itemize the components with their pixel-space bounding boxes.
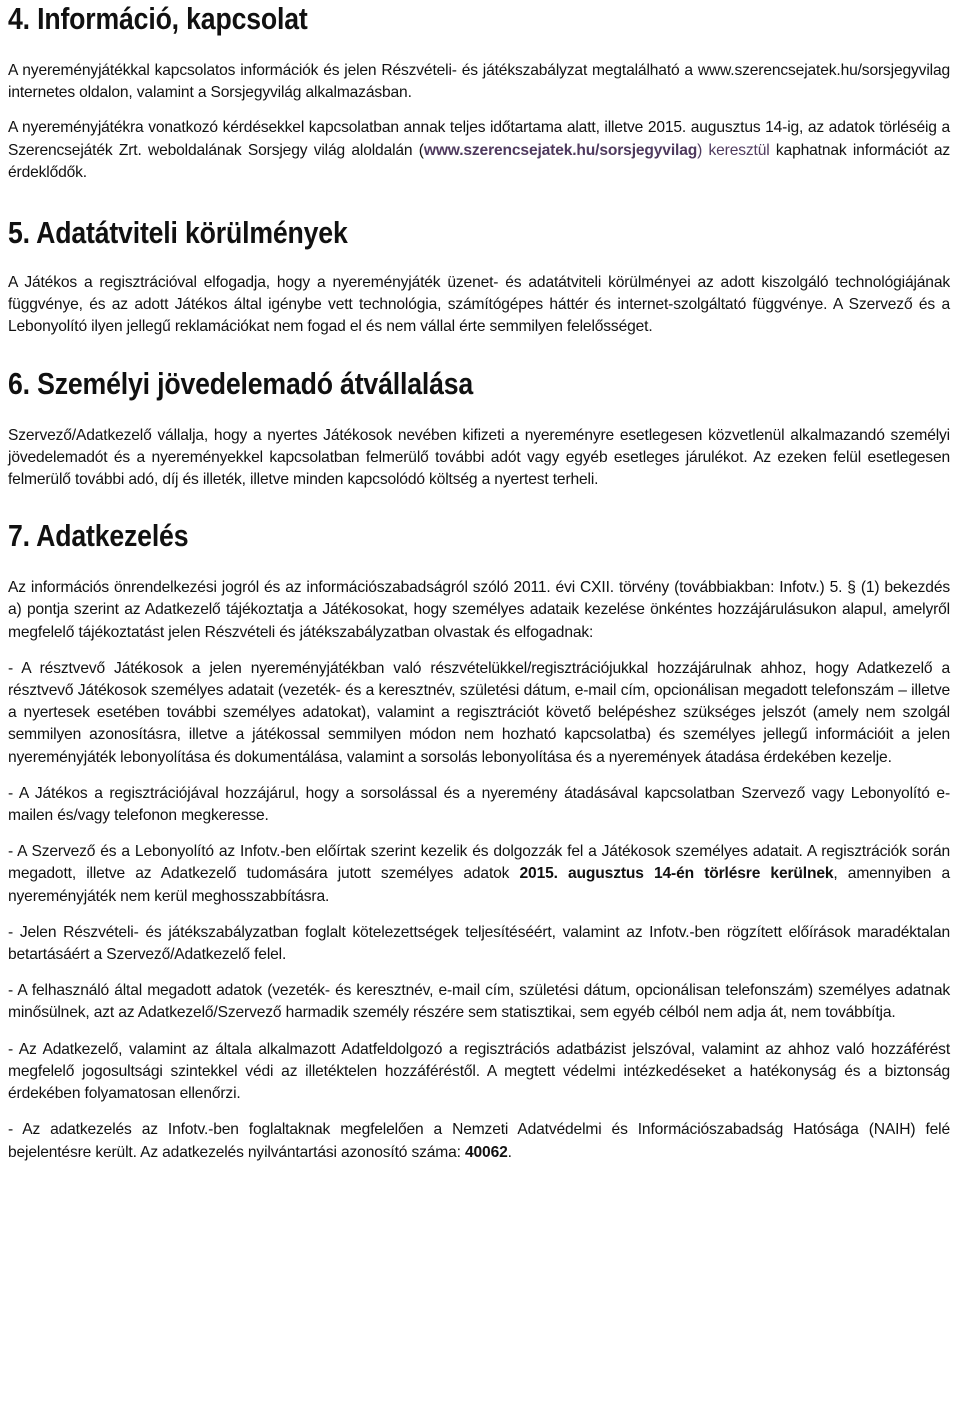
section-4-p2-text-d: kaphatnak információt az érdeklődők. [8,141,950,181]
section-4-p2-text-b: ) [697,141,703,159]
section-5-title: 5. Adatátviteli körülmények [8,215,348,251]
section-7-paragraph-3: - A Játékos a regisztrációjával hozzájárul, hogy a sorsolással és a nyeremény átadásával kapcsolatban Szervező vagy Lebonyolító e-mailen és/vagy telefonon megkeresse. [8,784,950,825]
section-7-paragraph-6: - A felhasználó által megadott adatok (vezeték- és keresztnév, e-mail cím, születési dátum, opcionálisan telefonszám) személyes adatnak minősülnek, azt az Adatkezelő/Szervező harmadik személy részére sem statisztikai, sem egyéb célból nem adja át, nem továbbítja. [8,982,950,1022]
section-5-paragraph-1: A Játékos a regisztrációval elfogadja, hogy a nyereményjáték üzenet- és adatátviteli körülményei az adott kiszolgáló technológiájának függvénye, és az adott Játékos által igénybe vett technológia, számítógépes háttér és internet-szolgáltató függvénye. A Szervező és a Lebonyolító ilyen jellegű reklamációkat nem fogad el és nem vállal érte semmilyen felelősséget. [8,274,950,336]
section-7-p4-text-a: - A Szervező és a Lebonyolító az Infotv.-ben előírtak szerint kezelik és dolgozzák fel a Játékosok személyes adatait. A regisztrációk során megadott, illetve az Adatkezelő tudomására jutott személyes adatok [8,843,950,883]
section-7-p8-text-a: - Az adatkezelés az Infotv.-ben foglaltaknak megfelelően a Nemzeti Adatvédelmi és Információszabadság Hatósága (NAIH) felé bejelentésre került. Az adatkezelés nyilvántartási azonosító száma: [8,1121,950,1161]
section-7-paragraph-4 [8,841,950,908]
section-4-title: 4. Információ, kapcsolat [8,1,308,36]
section-7-title: 7. Adatkezelés [8,518,189,554]
section-6-title: 6. Személyi jövedelemadó átvállalása [8,365,474,401]
section-4-p2-text-a: A nyereményjátékra vonatkozó kérdésekkel kapcsolatban annak teljes időtartama alatt, illetve 2015. augusztus 14-ig, az adatok törléséig a Szerencsejáték Zrt. weboldalának Sorsjegy világ aloldalán ( [8,119,950,159]
section-7-paragraph-5: - Jelen Részvételi- és játékszabályzatban foglalt kötelezettségek teljesítéséért, valamint az Infotv.-ben rögzített előírások maradéktalan betartásáért a Szervező/Adatkezelő felel. [8,923,950,964]
registration-id-number: 40062 [465,1143,508,1161]
section-7-paragraph-7: - Az Adatkezelő, valamint az általa alkalmazott Adatfeldolgozó a regisztrációs adatbázist jelszóval, valamint az ahhoz való hozzáférést megfelelő jogosultsági szintekkel védi az illetéktelen hozzáféréstől. A megtett védelmi intézkedéseket a hatékonyság és a biztonság érdekében folyamatosan ellenőrzi. [8,1040,950,1103]
section-7-p8-text-b: . [507,1143,512,1161]
section-4-paragraph-1: A nyereményjátékkal kapcsolatos információk és jelen Részvételi- és játékszabályzat megtalálható a www.szerencsejatek.hu/sorsjegyvilag internetes oldalon, valamint a Sorsjegyvilág alkalmazásban. [8,62,950,102]
section-7-p4-text-b: , amennyiben a nyereményjáték nem kerül meghosszabbításra. [8,865,950,905]
section-7-paragraph-1: Az információs önrendelkezési jogról és az információszabadságról szóló 2011. évi CXII. törvény (továbbiakban: Infotv.) 5. § (1) bekezdés a) pontja szerint az Adatkezelő tájékoztatja a Játékosokat, hogy személyes adataik kezelése önkéntes hozzájárulásukon alapul, amelyről megfelelő tájékoztatást jelen Részvételi és játékszabályzatban olvastak és elfogadnak: [8,579,950,641]
section-4-paragraph-2 [8,117,950,184]
section-7-paragraph-8 [8,1119,950,1163]
section-4-p2-keresztul: keresztül [708,141,770,159]
section-6-paragraph-1: Szervező/Adatkezelő vállalja, hogy a nyertes Játékosok nevében kifizeti a nyereményre esetlegesen közvetlenül alkalmazandó személyi jövedelemadót és a nyereményekkel kapcsolatban felmerülő további adót vagy egyéb esetleges járulékot. Az ezeken felül esetlegesen felmerülő további adó, díj és illeték, illetve minden kapcsolódó költség a nyertest terheli. [8,426,950,489]
section-7-p4-bold: 2015. augusztus 14-én törlésre kerülnek [519,865,834,883]
section-7-paragraph-2: - A résztvevő Játékosok a jelen nyereményjátékban való részvételükkel/regisztrációjukkal hozzájárulnak ahhoz, hogy Adatkezelő a résztvevő Játékosok személyes adatait (vezeték- és a keresztnév, születési dátum, e-mail cím, opcionálisan megadott telefonszám – illetve a nyertesek esetében további személyes adatokat), valamint a regisztrációt követő belépéshez szükséges jelszót (amely nem szolgál semmilyen azonosításra, illetve a játékossal semmilyen módon nem hozható kapcsolatba) és személyes jellegű információit a jelen nyereményjáték lebonyolítása és dokumentálása, valamint a sorsolás lebonyolítása és a nyeremények átadása érdekében kezelje. [8,659,950,766]
sorsjegyvilag-link[interactable]: www.szerencsejatek.hu/sorsjegyvilag [423,141,698,159]
